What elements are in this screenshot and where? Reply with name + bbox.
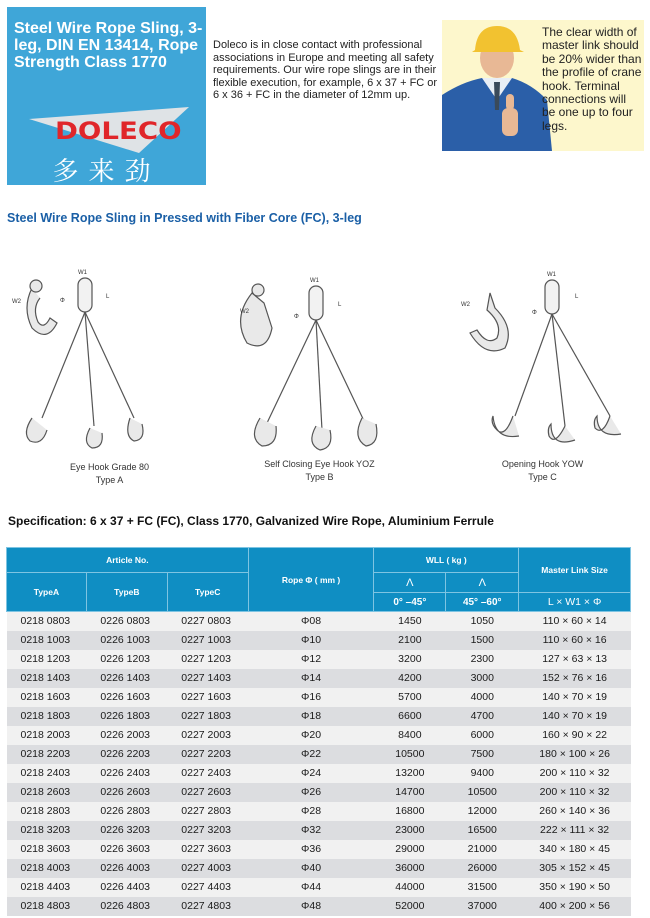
cell-b: 0226 2803 bbox=[86, 802, 167, 821]
cell-wll1: 36000 bbox=[374, 859, 446, 878]
svg-text:W2: W2 bbox=[12, 299, 21, 305]
diagram-type-a bbox=[2, 258, 217, 458]
cell-wll1: 23000 bbox=[374, 821, 446, 840]
cell-b: 0226 1803 bbox=[86, 707, 167, 726]
cell-a: 0218 4003 bbox=[7, 859, 87, 878]
cell-c: 0227 2803 bbox=[167, 802, 248, 821]
table-row bbox=[7, 764, 631, 783]
cell-rope: Φ26 bbox=[248, 783, 374, 802]
cell-c: 0227 2403 bbox=[167, 764, 248, 783]
diagram-type-b bbox=[212, 258, 427, 458]
cell-wll2: 16500 bbox=[446, 821, 519, 840]
cell-link: 222 × 111 × 32 bbox=[519, 821, 631, 840]
cell-wll2: 37000 bbox=[446, 897, 519, 916]
angle-icon: Λ bbox=[374, 573, 446, 593]
diagram-type-c bbox=[435, 258, 650, 458]
svg-text:Φ: Φ bbox=[532, 310, 537, 316]
cell-wll2: 7500 bbox=[446, 745, 519, 764]
header-type-c: TypeC bbox=[167, 573, 248, 612]
cell-rope: Φ12 bbox=[248, 650, 374, 669]
cell-b: 0226 2403 bbox=[86, 764, 167, 783]
cell-wll1: 52000 bbox=[374, 897, 446, 916]
cell-wll2: 21000 bbox=[446, 840, 519, 859]
cell-c: 0227 3603 bbox=[167, 840, 248, 859]
cell-rope: Φ48 bbox=[248, 897, 374, 916]
table-row bbox=[7, 650, 631, 669]
cell-a: 0218 1403 bbox=[7, 669, 87, 688]
table-row bbox=[7, 631, 631, 650]
cell-a: 0218 2203 bbox=[7, 745, 87, 764]
svg-text:W1: W1 bbox=[310, 278, 319, 284]
caption-name: Eye Hook Grade 80 bbox=[69, 462, 150, 472]
caption-type-c bbox=[435, 458, 650, 484]
cell-wll2: 6000 bbox=[446, 726, 519, 745]
cell-a: 0218 3203 bbox=[7, 821, 87, 840]
cell-rope: Φ44 bbox=[248, 878, 374, 897]
cell-c: 0227 2203 bbox=[167, 745, 248, 764]
cell-wll1: 16800 bbox=[374, 802, 446, 821]
cell-wll1: 8400 bbox=[374, 726, 446, 745]
header-master-link-dims: L × W1 × Φ bbox=[519, 593, 631, 612]
cell-wll1: 2100 bbox=[374, 631, 446, 650]
cell-link: 152 × 76 × 16 bbox=[519, 669, 631, 688]
table-row bbox=[7, 878, 631, 897]
cell-wll1: 3200 bbox=[374, 650, 446, 669]
cell-wll1: 1450 bbox=[374, 612, 446, 631]
cell-c: 0227 2603 bbox=[167, 783, 248, 802]
cell-b: 0226 1603 bbox=[86, 688, 167, 707]
cell-wll1: 6600 bbox=[374, 707, 446, 726]
table-row bbox=[7, 726, 631, 745]
cell-c: 0227 1803 bbox=[167, 707, 248, 726]
header-article-no: Article No. bbox=[7, 548, 249, 573]
table-row bbox=[7, 859, 631, 878]
cell-link: 200 × 110 × 32 bbox=[519, 783, 631, 802]
cell-wll2: 9400 bbox=[446, 764, 519, 783]
cell-wll2: 1050 bbox=[446, 612, 519, 631]
cell-b: 0226 3603 bbox=[86, 840, 167, 859]
caption-name: Opening Hook YOW bbox=[501, 459, 584, 469]
cell-a: 0218 2403 bbox=[7, 764, 87, 783]
self-closing-hook-sling-icon bbox=[212, 258, 427, 458]
cell-link: 110 × 60 × 16 bbox=[519, 631, 631, 650]
opening-hook-sling-icon bbox=[435, 258, 650, 458]
cell-wll1: 14700 bbox=[374, 783, 446, 802]
cell-a: 0218 2603 bbox=[7, 783, 87, 802]
cell-wll2: 10500 bbox=[446, 783, 519, 802]
svg-text:L: L bbox=[575, 294, 579, 300]
doleco-logo bbox=[29, 107, 189, 157]
svg-text:Φ: Φ bbox=[294, 314, 299, 320]
header-angle-45-60: 45° –60° bbox=[446, 593, 519, 612]
cell-b: 0226 2603 bbox=[86, 783, 167, 802]
table-row bbox=[7, 821, 631, 840]
cell-wll1: 10500 bbox=[374, 745, 446, 764]
chinese-brand-name: 多来劲 bbox=[52, 156, 161, 186]
caption-type: Type B bbox=[305, 472, 334, 482]
specification-table bbox=[6, 547, 631, 916]
cell-a: 0218 4403 bbox=[7, 878, 87, 897]
table-row bbox=[7, 840, 631, 859]
cell-a: 0218 1203 bbox=[7, 650, 87, 669]
cell-a: 0218 1803 bbox=[7, 707, 87, 726]
cell-wll2: 26000 bbox=[446, 859, 519, 878]
cell-b: 0226 2203 bbox=[86, 745, 167, 764]
caption-type-b bbox=[212, 458, 427, 484]
svg-text:W1: W1 bbox=[547, 272, 556, 278]
cell-rope: Φ40 bbox=[248, 859, 374, 878]
cell-rope: Φ18 bbox=[248, 707, 374, 726]
cell-link: 400 × 200 × 56 bbox=[519, 897, 631, 916]
caption-type-a bbox=[2, 461, 217, 487]
cell-c: 0227 4403 bbox=[167, 878, 248, 897]
angle-icon: Λ bbox=[446, 573, 519, 593]
cell-link: 110 × 60 × 14 bbox=[519, 612, 631, 631]
cell-rope: Φ16 bbox=[248, 688, 374, 707]
cell-link: 260 × 140 × 36 bbox=[519, 802, 631, 821]
cell-a: 0218 2803 bbox=[7, 802, 87, 821]
hero-banner bbox=[7, 7, 206, 185]
cell-c: 0227 1403 bbox=[167, 669, 248, 688]
cell-wll1: 13200 bbox=[374, 764, 446, 783]
cell-rope: Φ36 bbox=[248, 840, 374, 859]
cell-link: 340 × 180 × 45 bbox=[519, 840, 631, 859]
header-type-a: TypeA bbox=[7, 573, 87, 612]
svg-text:L: L bbox=[106, 294, 110, 300]
cell-wll1: 5700 bbox=[374, 688, 446, 707]
cell-rope: Φ08 bbox=[248, 612, 374, 631]
cell-wll1: 29000 bbox=[374, 840, 446, 859]
cell-b: 0226 4803 bbox=[86, 897, 167, 916]
cell-b: 0226 1203 bbox=[86, 650, 167, 669]
cell-c: 0227 1603 bbox=[167, 688, 248, 707]
cell-rope: Φ20 bbox=[248, 726, 374, 745]
cell-wll2: 4700 bbox=[446, 707, 519, 726]
cell-wll2: 31500 bbox=[446, 878, 519, 897]
cell-wll2: 4000 bbox=[446, 688, 519, 707]
cell-link: 305 × 152 × 45 bbox=[519, 859, 631, 878]
section-title: Steel Wire Rope Sling in Pressed with Fiber Core (FC), 3-leg bbox=[7, 211, 362, 225]
cell-wll2: 3000 bbox=[446, 669, 519, 688]
cell-a: 0218 1003 bbox=[7, 631, 87, 650]
table-row bbox=[7, 783, 631, 802]
table-row bbox=[7, 802, 631, 821]
svg-text:W2: W2 bbox=[461, 302, 470, 308]
specification-title: Specification: 6 x 37 + FC (FC), Class 1770, Galvanized Wire Rope, Aluminium Ferrule bbox=[8, 514, 494, 528]
cell-c: 0227 4003 bbox=[167, 859, 248, 878]
intro-paragraph: Doleco is in close contact with professional associations in Europe and meeting all safety requirements. Our wire rope slings are in their flexible execution, for example, 6 x 37 + FC or 6 x 36 + FC in the diameter of 12mm up. bbox=[213, 39, 438, 102]
table-row bbox=[7, 612, 631, 631]
cell-c: 0227 1003 bbox=[167, 631, 248, 650]
caption-type: Type C bbox=[528, 472, 557, 482]
cell-b: 0226 4403 bbox=[86, 878, 167, 897]
svg-text:W2: W2 bbox=[240, 309, 249, 315]
cell-a: 0218 2003 bbox=[7, 726, 87, 745]
cell-c: 0227 2003 bbox=[167, 726, 248, 745]
cell-rope: Φ14 bbox=[248, 669, 374, 688]
cell-a: 0218 0803 bbox=[7, 612, 87, 631]
cell-b: 0226 0803 bbox=[86, 612, 167, 631]
table-row bbox=[7, 897, 631, 916]
cell-wll2: 12000 bbox=[446, 802, 519, 821]
cell-rope: Φ32 bbox=[248, 821, 374, 840]
product-title: Steel Wire Rope Sling, 3-leg, DIN EN 13414, Rope Strength Class 1770 bbox=[14, 20, 203, 71]
worker-thumbs-up-image bbox=[442, 20, 552, 151]
cell-link: 350 × 190 × 50 bbox=[519, 878, 631, 897]
cell-rope: Φ24 bbox=[248, 764, 374, 783]
header-wll: WLL ( kg ) bbox=[374, 548, 519, 573]
cell-wll1: 44000 bbox=[374, 878, 446, 897]
cell-b: 0226 1403 bbox=[86, 669, 167, 688]
svg-text:W1: W1 bbox=[78, 270, 87, 276]
header-rope: Rope Φ ( mm ) bbox=[248, 548, 374, 612]
cell-c: 0227 4803 bbox=[167, 897, 248, 916]
cell-rope: Φ22 bbox=[248, 745, 374, 764]
cell-b: 0226 4003 bbox=[86, 859, 167, 878]
cell-wll2: 2300 bbox=[446, 650, 519, 669]
header-master-link: Master Link Size bbox=[519, 548, 631, 593]
cell-link: 140 × 70 × 19 bbox=[519, 688, 631, 707]
cell-wll2: 1500 bbox=[446, 631, 519, 650]
cell-a: 0218 4803 bbox=[7, 897, 87, 916]
cell-c: 0227 0803 bbox=[167, 612, 248, 631]
svg-text:Φ: Φ bbox=[60, 298, 65, 304]
svg-text:L: L bbox=[338, 302, 342, 308]
promo-text: The clear width of master link should be 20% wider than the profile of crane hook. Terminal connections will be one up to four legs. bbox=[542, 25, 642, 133]
cell-link: 140 × 70 × 19 bbox=[519, 707, 631, 726]
table-row bbox=[7, 707, 631, 726]
table-row bbox=[7, 688, 631, 707]
caption-type: Type A bbox=[95, 475, 124, 485]
header-angle-0-45: 0° –45° bbox=[374, 593, 446, 612]
cell-c: 0227 1203 bbox=[167, 650, 248, 669]
cell-rope: Φ28 bbox=[248, 802, 374, 821]
cell-b: 0226 1003 bbox=[86, 631, 167, 650]
caption-name: Self Closing Eye Hook YOZ bbox=[264, 459, 375, 469]
cell-b: 0226 3203 bbox=[86, 821, 167, 840]
table-row bbox=[7, 745, 631, 764]
table-row bbox=[7, 669, 631, 688]
eye-hook-sling-icon bbox=[2, 258, 217, 458]
cell-link: 180 × 100 × 26 bbox=[519, 745, 631, 764]
cell-link: 200 × 110 × 32 bbox=[519, 764, 631, 783]
logo-text: DOLECO bbox=[55, 117, 182, 145]
cell-a: 0218 3603 bbox=[7, 840, 87, 859]
cell-b: 0226 2003 bbox=[86, 726, 167, 745]
cell-link: 127 × 63 × 13 bbox=[519, 650, 631, 669]
cell-rope: Φ10 bbox=[248, 631, 374, 650]
cell-link: 160 × 90 × 22 bbox=[519, 726, 631, 745]
cell-c: 0227 3203 bbox=[167, 821, 248, 840]
promo-box bbox=[442, 20, 644, 151]
header-type-b: TypeB bbox=[86, 573, 167, 612]
cell-wll1: 4200 bbox=[374, 669, 446, 688]
cell-a: 0218 1603 bbox=[7, 688, 87, 707]
